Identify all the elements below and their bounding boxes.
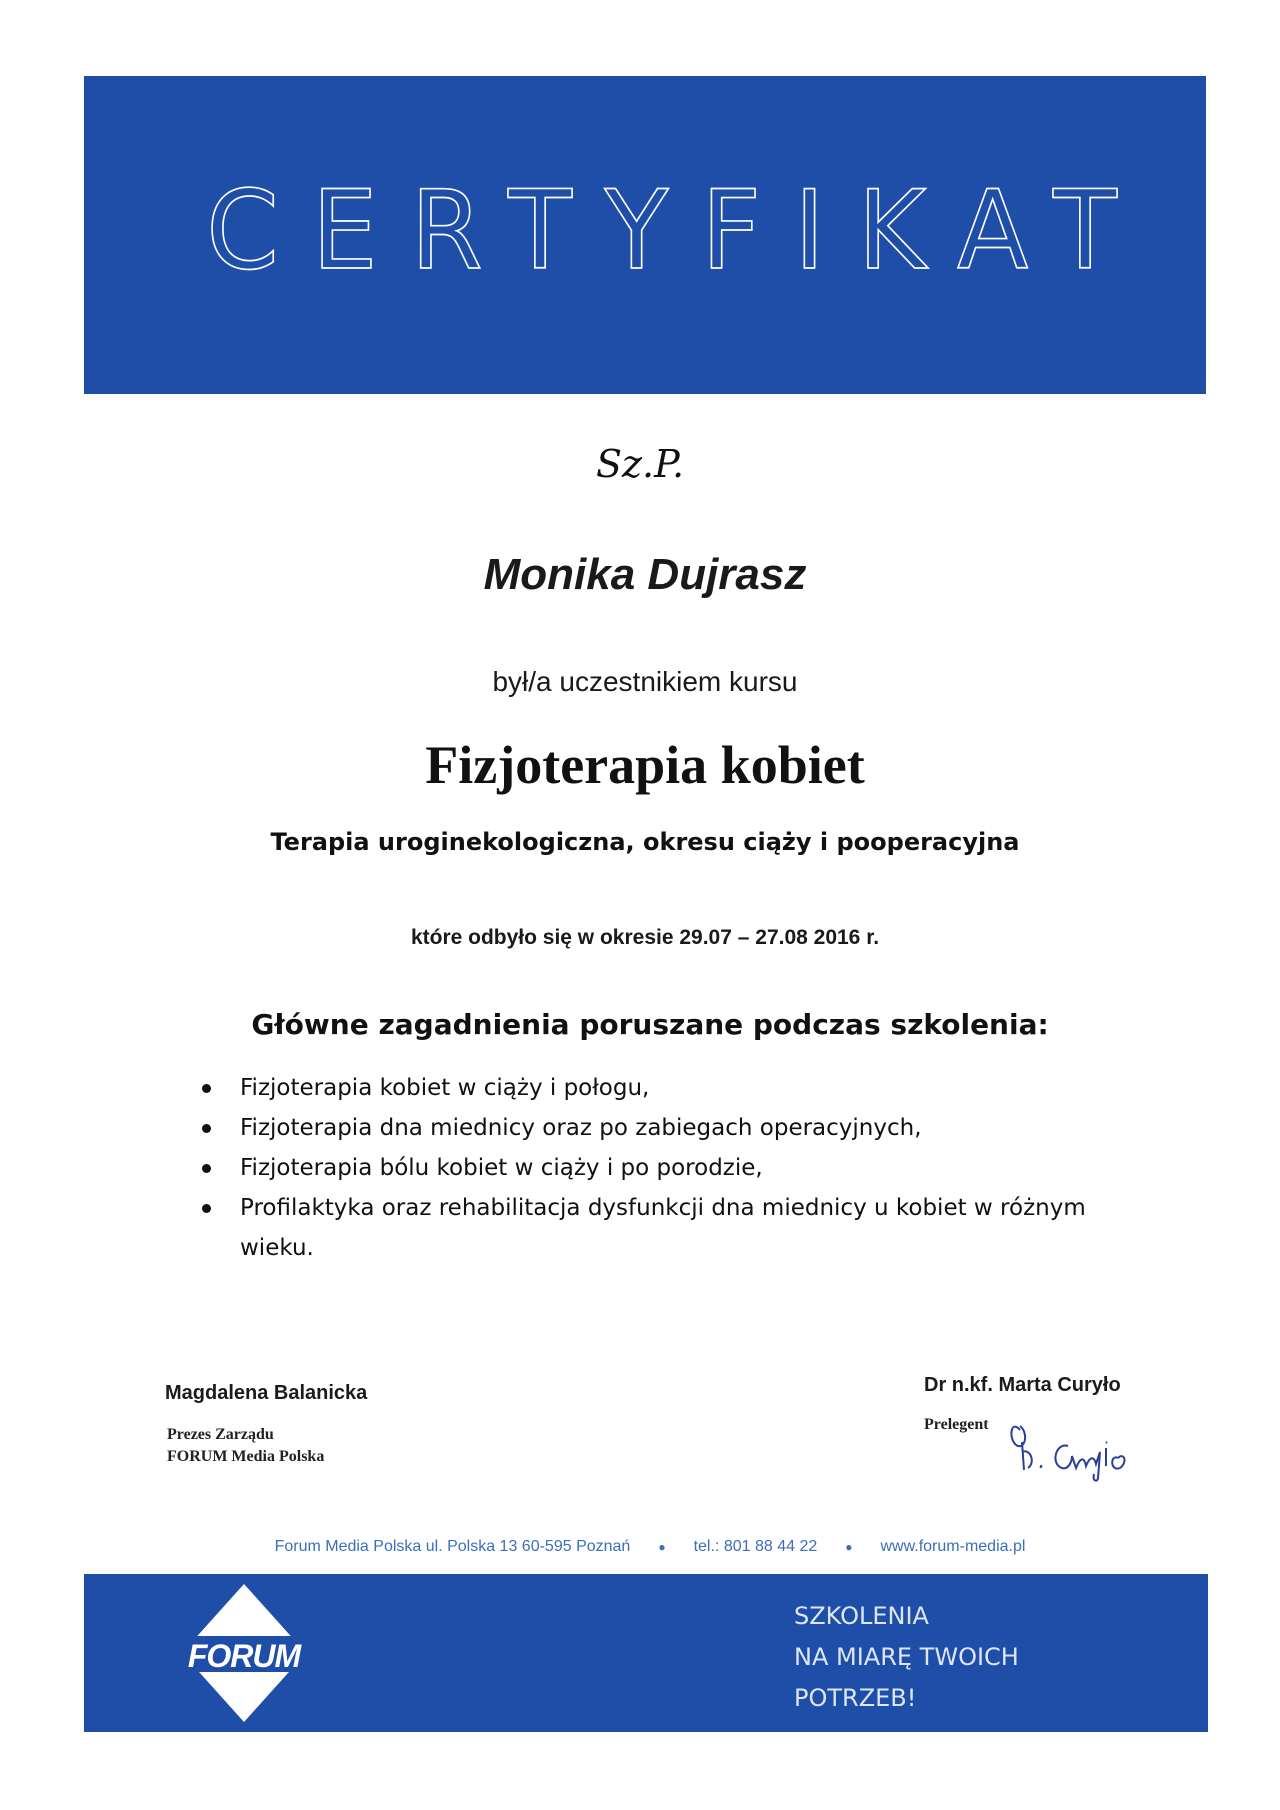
footer-website[interactable]: www.forum-media.pl [880, 1538, 1026, 1555]
footer-contact [0, 1538, 1280, 1556]
bullet-icon [202, 1204, 211, 1213]
signatory-left-name: Magdalena Balanicka [165, 1382, 368, 1404]
forum-logo-text: FORUM [187, 1638, 301, 1674]
handwritten-signature [1006, 1412, 1176, 1482]
separator-dot-icon: ● [658, 1539, 666, 1554]
signatory-left-role [167, 1424, 324, 1468]
header-band [84, 76, 1206, 394]
topic-text: Fizjoterapia kobiet w ciąży i połogu, [240, 1075, 650, 1101]
footer-band [84, 1574, 1208, 1732]
topics-heading: Główne zagadnienia poruszane podczas szkolenia: [251, 1008, 1049, 1041]
bullet-icon [202, 1084, 211, 1093]
certificate-title: CERTYFIKAT [206, 165, 1150, 295]
separator-dot-icon: ● [845, 1539, 853, 1554]
slogan-line-1: SZKOLENIA [794, 1602, 929, 1630]
topic-text: Fizjoterapia bólu kobiet w ciąży i po porodzie, [240, 1155, 763, 1181]
bullet-icon [202, 1164, 211, 1173]
course-title: Fizjoterapia kobiet [425, 735, 865, 795]
course-subtitle: Terapia uroginekologiczna, okresu ciąży i pooperacyjna [270, 828, 1020, 856]
list-item [196, 1068, 1136, 1108]
participant-name: Monika Dujrasz [483, 550, 807, 599]
slogan-line-2: NA MIARĘ TWOICH [794, 1643, 1019, 1671]
slogan-line-3: POTRZEB! [794, 1684, 917, 1712]
footer-phone: tel.: 801 88 44 22 [693, 1538, 818, 1555]
topics-list [196, 1068, 1136, 1268]
signatory-right-role: Prelegent [924, 1416, 989, 1433]
signatory-right-name: Dr n.kf. Marta Curyło [924, 1374, 1121, 1396]
slogan [794, 1596, 1019, 1719]
bullet-icon [202, 1124, 211, 1133]
footer-address: Forum Media Polska ul. Polska 13 60-595 Poznań [274, 1538, 631, 1555]
list-item [196, 1108, 1136, 1148]
signatory-left-role-line1: Prezes Zarządu [167, 1426, 274, 1443]
topic-text: Fizjoterapia dna miednicy oraz po zabiegach operacyjnych, [240, 1115, 922, 1141]
signatory-left-role-line2: FORUM Media Polska [167, 1448, 325, 1465]
topic-text: Profilaktyka oraz rehabilitacja dysfunkcji dna miednicy u kobiet w różnym wieku. [240, 1195, 1086, 1261]
course-period: które odbyło się w okresie 29.07 – 27.08 2016 r. [410, 926, 880, 949]
list-item [196, 1148, 1136, 1188]
list-item [196, 1188, 1136, 1268]
participation-text: był/a uczestnikiem kursu [492, 666, 798, 697]
salutation: Sz.P. [595, 442, 685, 486]
